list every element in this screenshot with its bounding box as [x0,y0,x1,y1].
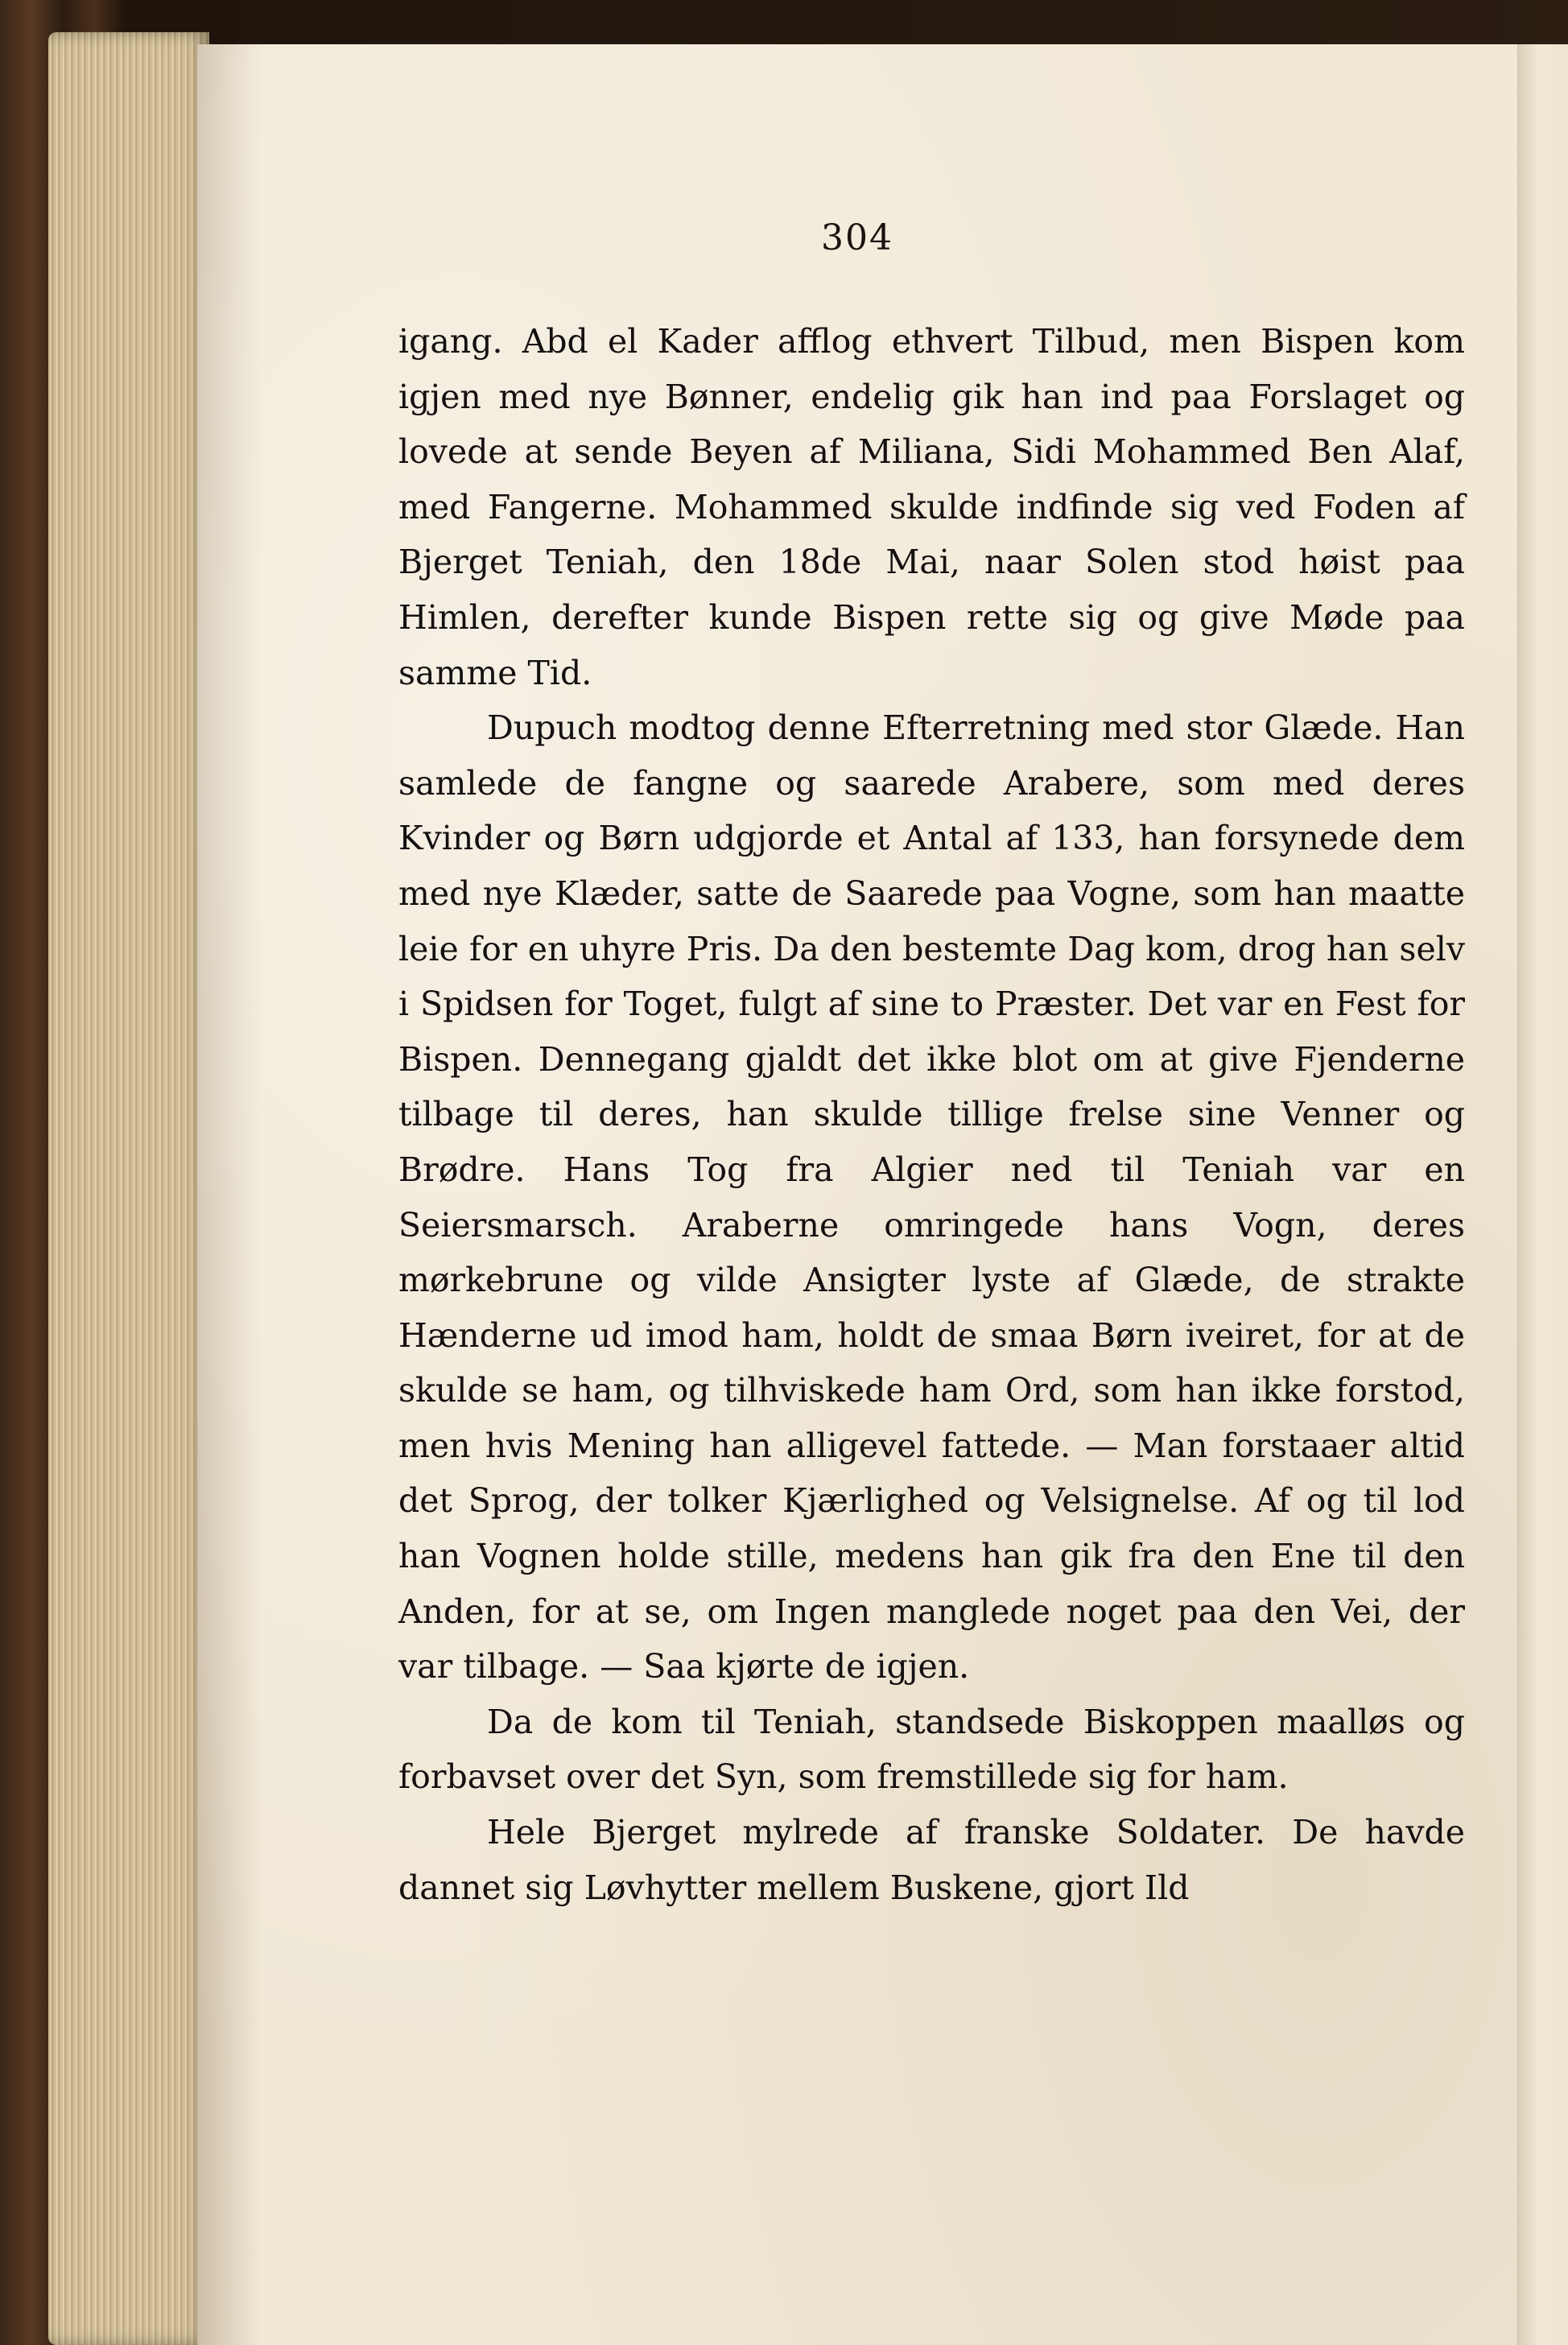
paragraph-3: Da de kom til Teniah, standsede Biskoppen maalløs og forbavset over det Syn, som fremstillede sig for ham. [398,1702,1465,1797]
book-page [197,44,1517,2345]
paragraph-1: igang. Abd el Kader afflog ethvert Tilbud, men Bispen kom igjen med nye Bønner, endelig gik han ind paa Forslaget og lovede at sende Beyen af Miliana, Sidi Mohammed Ben Alaf, med Fangerne. Mohammed skulde indfinde sig ved Foden af Bjerget Teniah, den 18de Mai, naar Solen stod høist paa Himlen, derefter kunde Bispen rette sig og give Møde paa samme Tid. [398,322,1465,692]
paragraph-4: Hele Bjerget mylrede af franske Soldater. De havde dannet sig Løvhytter mellem Buskene, gjort Ild [398,1813,1465,1907]
paragraph-2: Dupuch modtog denne Efterretning med stor Glæde. Han samlede de fangne og saarede Arabere, som med deres Kvinder og Børn udgjorde et Antal af 133, han forsynede dem med nye Klæder, satte de Saarede paa Vogne, som han maatte leie for en uhyre Pris. Da den bestemte Dag kom, drog han selv i Spidsen for Toget, fulgt af sine to Præster. Det var en Fest for Bispen. Dennegang gjaldt det ikke blot om at give Fjenderne tilbage til deres, han skulde tillige frelse sine Venner og Brødre. Hans Tog fra Algier ned til Teniah var en Seiersmarsch. Araberne omringede hans Vogn, deres mørkebrune og vilde Ansigter lyste af Glæde, de strakte Hænderne ud imod ham, holdt de smaa Børn iveiret, for at de skulde se ham, og tilhviskede ham Ord, som han ikke forstod, men hvis Mening han alligevel fattede. — Man forstaaer altid det Sprog, der tolker Kjærlighed og Velsignelse. Af og til lod han Vognen holde stille, medens han gik fra den Ene til den Anden, for at se, om Ingen manglede noget paa den Vei, der var tilbage. — Saa kjørte de igjen. [398,708,1465,1687]
facing-page-edge [1517,44,1568,2345]
page-number: 304 [821,217,893,258]
book-page-edges [48,32,209,2345]
page-body-text [398,314,1465,1915]
